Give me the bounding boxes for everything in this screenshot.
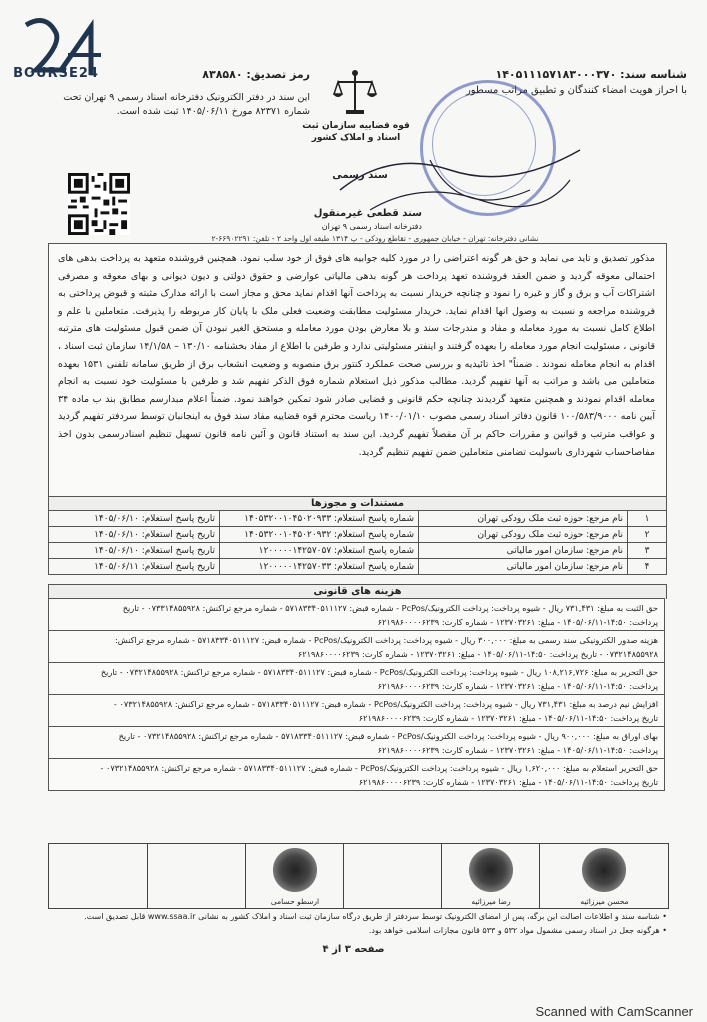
fingerprint-icon [469, 848, 513, 892]
fingerprint-panel [48, 843, 669, 909]
reference-source: نام مرجع: حوزه ثبت ملک رودکی تهران [419, 527, 628, 543]
fee-entry [48, 631, 665, 663]
fee-line-1: حق الثبت به مبلغ: ۷۳۱,۴۳۱ ریال - شیوه پرداخت: پرداخت الکترونیک/PcPos - شماره قبض: ۵۷۱۸۳۳۴۰۵۱۱۱۲۷ - شماره مرجع تراکنش: ۰۷۳۳۱۴۸۵۵۹۲۸ - تاریخ [122, 603, 658, 613]
fee-line-2: تاریخ پرداخت: ۱۴:۵۰-۱۴۰۵/۰۶/۱۱ - مبلغ: ۱۲۳۷۰۳۲۶۱ - شماره کارت: ۶۲۱۹۸۶۰۰۰۰۶۲۳۹ [358, 713, 658, 723]
document-id: شناسه سند: ۱۴۰۵۱۱۱۵۷۱۸۳۰۰۰۳۷۰ [495, 68, 687, 81]
blank-cell [343, 844, 442, 908]
footer-note-authenticity: • شناسه سند و اطلاعات اصالت این برگه، پس از امضای الکترونیک توسط سردفتر از طریق درگاه سازمان ثبت اسناد و املاک کشور به نشانی www.ssaa.ir قابل تصدیق است. [84, 912, 667, 921]
signatory-name: ارسطو حسامی [270, 897, 320, 906]
notary-office: دفترخانه اسناد رسمی ۹ تهران [321, 222, 422, 231]
registry-note: این سند در دفتر الکترونیک دفترخانه اسناد رسمی ۹ تهران تحت شماره ۸۲۳۷۱ مورخ ۱۴۰۵/۰۶/۱۱ ثبت شده است. [63, 92, 310, 117]
references-table [48, 510, 667, 575]
signatory-cell [539, 844, 669, 908]
header-right [387, 68, 687, 96]
reference-row [49, 511, 667, 527]
reference-response-number: شماره پاسخ استعلام: ۱۴۰۵۳۲۰۰۱۰۴۵۰۲۰۹۳۳ [220, 511, 419, 527]
organization-name: قوه قضاییه سازمان ثبت اسناد و املاک کشور [302, 121, 410, 143]
blank-cell [49, 844, 147, 908]
document-kind: سند قطعی غیرمنقول [313, 208, 422, 219]
fee-entry [48, 695, 665, 727]
signatory-name: رضا میرزائیه [471, 897, 511, 906]
reference-number: ۴ [628, 559, 667, 575]
reference-response-number: شماره پاسخ استعلام: ۱۴۰۵۳۲۰۰۱۰۴۵۰۲۰۹۳۲ [220, 527, 419, 543]
fee-line-2: پرداخت: ۱۴:۵۰-۱۴۰۵/۰۶/۱۱ - مبلغ: ۱۲۳۷۰۳۲۶۱ - شماره کارت: ۶۲۱۹۸۶۰۰۰۰۶۲۳۹ [377, 681, 658, 691]
fee-line-2: تاریخ پرداخت: ۱۴:۵۰-۱۴۰۵/۰۶/۱۱ - مبلغ: ۱۲۳۷۰۳۲۶۱ - شماره کارت: ۶۲۱۹۸۶۰۰۰۰۶۲۳۹ [358, 777, 658, 787]
fee-line-1: هزینه صدور الکترونیکی سند رسمی به مبلغ: ۳۰۰,۰۰۰ ریال - شیوه پرداخت: پرداخت الکترونیک/PcPos - شماره قبض: ۵۷۱۸۳۳۴۰۵۱۱۱۲۷ - شماره مرجع تراکنش: [114, 635, 658, 645]
signatory-cell [245, 844, 344, 908]
reference-source: نام مرجع: سازمان امور مالیاتی [419, 543, 628, 559]
signatory-cell [441, 844, 540, 908]
reference-row [49, 559, 667, 575]
fee-line-1: بهای اوراق به مبلغ: ۹۰۰,۰۰۰ ریال - شیوه پرداخت: پرداخت الکترونیک/PcPos - شماره قبض: ۵۷۱۸۳۳۴۰۵۱۱۱۲۷ - شماره مرجع تراکنش: ۰۷۳۲۱۴۸۵۵۹۲۸ - تاریخ [118, 731, 658, 741]
reference-response-date: تاریخ پاسخ استعلام: ۱۴۰۵/۰۶/۱۱ [49, 559, 220, 575]
logo-text: BOURSE24 [13, 66, 99, 81]
reference-response-date: تاریخ پاسخ استعلام: ۱۴۰۵/۰۶/۱۰ [49, 543, 220, 559]
blank-cell [147, 844, 246, 908]
footer-note-forgery: • هرگونه جعل در اسناد رسمی مشمول مواد ۵۳۲ و ۵۳۳ قانون مجازات اسلامی خواهد بود. [368, 926, 667, 935]
fee-line-1: حق التحریر به مبلغ: ۱۰۸,۲۱۶,۷۲۶ ریال - شیوه پرداخت: پرداخت الکترونیک/PcPos - شماره قبض: ۵۷۱۸۳۳۴۰۵۱۱۱۲۷ - شماره مرجع تراکنش: ۰۷۳۲۱۴۸۵۵۹۲۸ - تاریخ [100, 667, 658, 677]
fees-title: هزینه های قانونی [48, 584, 667, 599]
reference-row [49, 527, 667, 543]
qr-code [68, 173, 130, 235]
document-type: سند رسمی [332, 170, 388, 181]
fee-line-2: پرداخت: ۱۴:۵۰-۱۴۰۵/۰۶/۱۱ - مبلغ: ۱۲۳۷۰۳۲۶۱ - شماره کارت: ۶۲۱۹۸۶۰۰۰۰۶۲۳۹ [377, 617, 658, 627]
fee-entry [48, 759, 665, 791]
judiciary-emblem-icon [330, 68, 380, 123]
fee-line-1: افزایش نیم درصد به مبلغ: ۷۳۱,۴۳۱ ریال - شیوه پرداخت: پرداخت الکترونیک/PcPos - شماره قبض: ۵۷۱۸۳۳۴۰۵۱۱۱۲۷ - شماره مرجع تراکنش: ۰۷۳۲۱۴۸۵۵۹۲۸ - [113, 699, 658, 709]
fees-list [48, 598, 665, 791]
fee-entry [48, 727, 665, 759]
reference-response-number: شماره پاسخ استعلام: ۱۲۰۰۰۰۰۱۴۲۵۷۰۳۳ [220, 559, 419, 575]
body-text: مذکور تصدیق و تاید می نماید و حق هر گونه اعتراضی را در مورد کلیه جوابیه های فوق از خود سلب نمود. همچنین فروشنده متعهد به پرداخت بدهی های احتمالی معوقه گردید و ضمن العقد فروشنده تعهد پرداخت هر گونه بدهی مالیاتی عوارضی و حقوق دولتی و دیون دیوانی و بهای معوقه و مصرفی اشتراکات آب و برق و گاز و غیره را نمود و چنانچه خریدار نسبت به پرداخت آنها اقدام نماید محق و مجاز است با ارائه مدارک مثبته و قبوض پرداختی به فروشنده مراجعه و نسبت به وصول انها اقدام نماید. خریدار مسئولیت مطابقت وضعیت فعلی ملک با پایان کار مربوطه را پذیرفت. متعاملین با علم و اطلاع کامل نسبت به مورد معامله و مفاد و مندرجات سند و بلا معارض بودن مورد معامله و مستحق الغیر نبودن آن ضمن قبول مسئولیت های مترتبه قانونی ، مسئولیت انجام مورد معامله را بعهده گرفتند و اینفتر مسئولیتی ندارد و طرفین با اطلاع از مفاد بخشنامه ۱۳۰/۱۰ – ۱۴/۱/۵۸ سازمان ثبت اسناد ، اقدام به انجام معامله نمودند . ضمناً" اخذ تائیدیه و بررسی صحت عملکرد کنتور برق منصوبه و وضعیت انشعاب برق از طریق سامانه تلفنی ۱۵۳۱ بعهده متعاملین می باشد و مراتب به آنها تفهیم گردید. مطالب مذکور ذیل استعلام شماره فوق الذکر تفهیم شد و طرفین با مسئولیت خود نسبت به انجام معامله اقدام نمودند و همچنین متعهد گردیدند چنانچه حکم قانونی و قضایی صادر شود تمکین خواهند نمود. ضمناً اعلام مبدارسم مطابق بند ب ماده ۳۴ آیین نامه ۱۰۰/۵۸۳/۹۰۰۰ قانون دفاتر اسناد رسمی مصوب ۱۴۰۰/۰۱/۱۰ ریاست محترم قوه قضاییه مفاد سند فوق به اینجانبان توسط سردفتر تفهیم گردید و عواقب مترتب و قوانین و مقررات حاکم بر آن مفصلاً تفهیم گردید. این سند به استناد قانون و آئین نامه قانون تسهیل تنظیم اسنادرسمی بدون اخذ مفاصاحساب شهرداری باسولیت تضامنی متعاملین ضمن تفهیم تنظیم گردید. [58, 253, 656, 458]
reference-response-date: تاریخ پاسخ استعلام: ۱۴۰۵/۰۶/۱۰ [49, 511, 220, 527]
fee-line-2: ۰۷۳۲۱۴۸۵۵۹۲۸ - تاریخ پرداخت: ۱۴:۵۰-۱۴۰۵/۰۶/۱۱ - مبلغ: ۱۲۳۷۰۳۲۶۱ - شماره کارت: ۶۲۱۹۸۶۰۰۰۰۶۲۳۹ [297, 649, 658, 659]
fee-entry [48, 599, 665, 631]
fee-line-1: حق التحریر استعلام به مبلغ: ۱,۶۲۰,۰۰۰ ریال - شیوه پرداخت: پرداخت الکترونیک/PcPos - شماره قبض: ۵۷۱۸۳۳۴۰۵۱۱۱۲۷ - شماره مرجع تراکنش: ۰۷۳۲۱۴۸۵۵۹۲۸ - [100, 763, 658, 773]
fingerprint-icon [582, 848, 626, 892]
verification-code: رمز تصدیق: ۸۳۸۵۸۰ [202, 68, 310, 81]
reference-number: ۲ [628, 527, 667, 543]
office-address: نشانی دفترخانه: تهران - خیابان جمهوری - تقاطع رودکی - پ ۱۳۱۴ طبقه اول واحد ۲ - تلفن: ۶۶۹۰۲۲۹۱-۲ [211, 234, 539, 243]
reference-row [49, 543, 667, 559]
header-left [60, 68, 310, 119]
reference-source: نام مرجع: حوزه ثبت ملک رودکی تهران [419, 511, 628, 527]
page-number: صفحه ۳ از ۴ [322, 944, 385, 955]
fee-line-2: پرداخت: ۱۴:۵۰-۱۴۰۵/۰۶/۱۱ - مبلغ: ۱۲۳۷۰۳۲۶۱ - شماره کارت: ۶۲۱۹۸۶۰۰۰۰۶۲۳۹ [377, 745, 658, 755]
references-title: مستندات و مجوزها [48, 496, 667, 511]
reference-source: نام مرجع: سازمان امور مالیاتی [419, 559, 628, 575]
reference-number: ۱ [628, 511, 667, 527]
reference-response-date: تاریخ پاسخ استعلام: ۱۴۰۵/۰۶/۱۰ [49, 527, 220, 543]
signatory-name: محسن میرزائیه [580, 897, 629, 906]
fee-entry [48, 663, 665, 695]
scanner-label: Scanned with CamScanner [535, 1004, 693, 1019]
identity-note: با احراز هویت امضاء کنندگان و تطبیق مراتب مسطور [465, 85, 687, 96]
reference-response-number: شماره پاسخ استعلام: ۱۲۰۰۰۰۰۱۴۲۵۷۰۵۷ [220, 543, 419, 559]
reference-number: ۳ [628, 543, 667, 559]
fingerprint-icon [273, 848, 317, 892]
